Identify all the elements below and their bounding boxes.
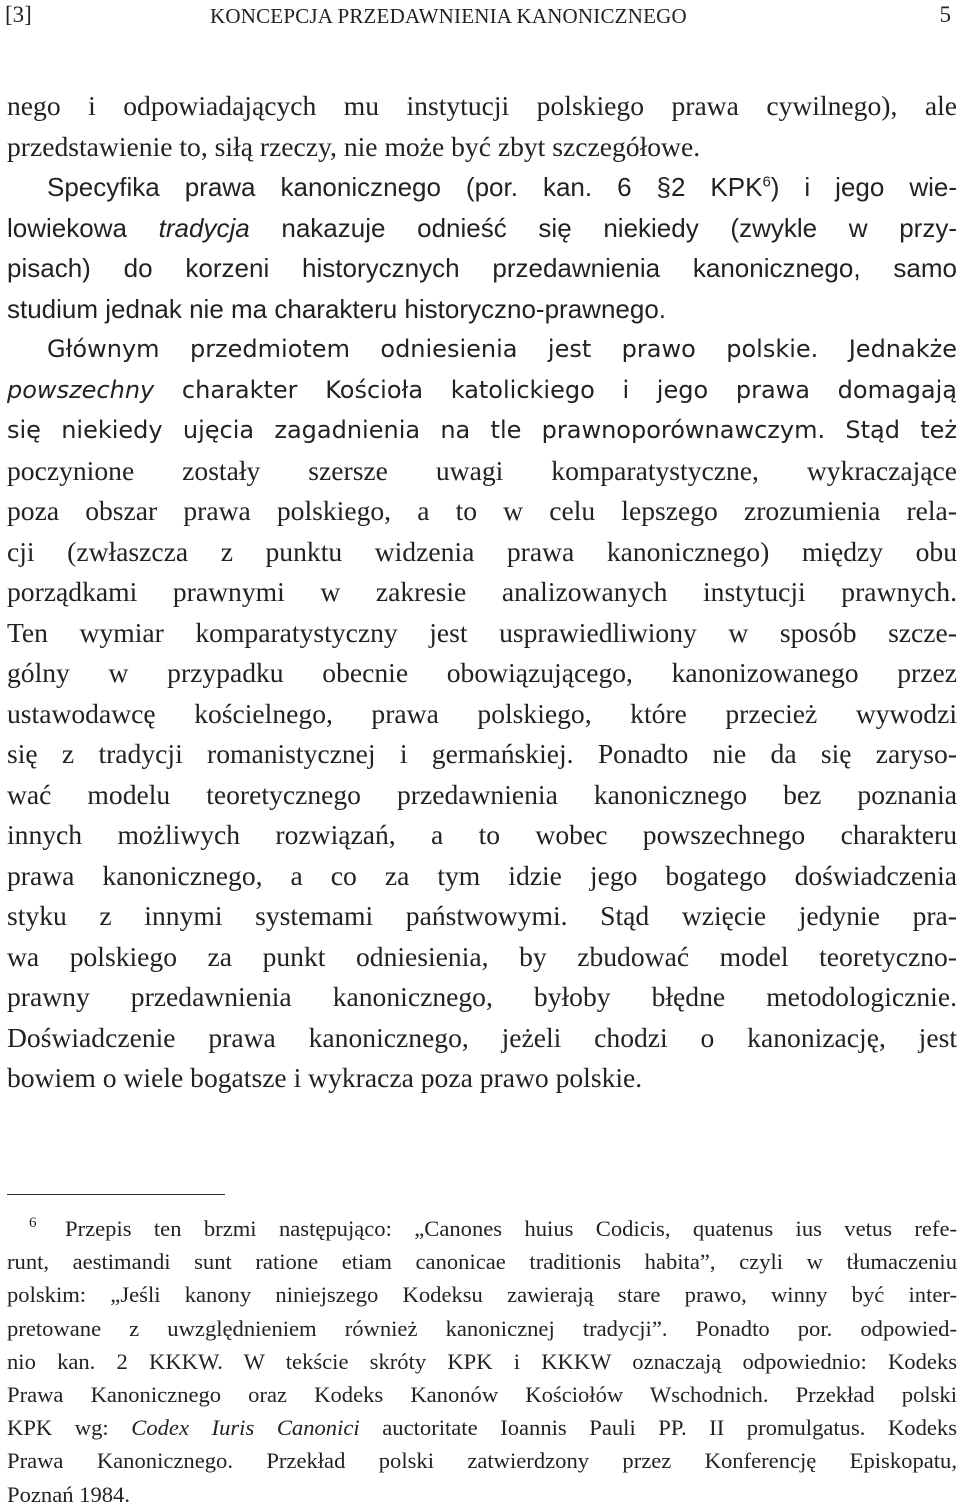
text-line: poczynione zostały szersze uwagi komparatystyczne, wykraczające <box>7 454 957 486</box>
text-line: nego i odpowiadających mu instytucji polskiego prawa cywilnego), ale <box>7 90 957 121</box>
footnote-line <box>7 1212 957 1245</box>
footnote-line: polskim: „Jeśli kanony niniejszego Kodeksu zawierają stare prawo, winny być inter- <box>7 1282 957 1308</box>
body-text <box>7 86 957 1099</box>
text-line: ustawodawcę kościelnego, prawa polskiego, które przecież wywodzi <box>7 697 957 729</box>
text-span: charakter Kościoła katolickiego i jego prawa domagają <box>154 375 957 404</box>
text-line: studium jednak nie ma charakteru historyczno-prawnego. <box>7 293 667 324</box>
footnote-ref[interactable]: 6 <box>762 173 771 191</box>
footnote-line: Poznań 1984. <box>7 1481 130 1507</box>
footnote-line: Prawa Kanonicznego. Przekład polski zatwierdzony przez Konferencję Episkopatu, <box>7 1448 957 1474</box>
text-span: Przepis ten brzmi następująco: „Canones huius Codicis, quatenus ius vetus refe- <box>65 1216 957 1241</box>
text-line: Głównym przedmiotem odniesienia jest prawo polskie. Jednakże <box>47 335 957 363</box>
text-line: prawa kanonicznego, a co za tym idzie jego bogatego doświadczenia <box>7 859 957 891</box>
text-line: przedstawienie to, siłą rzeczy, nie może być zbyt szczegółowe. <box>7 130 701 162</box>
text-line: pisach) do korzeni historycznych przedawnienia kanonicznego, samo <box>7 253 957 283</box>
text-line: innych możliwych rozwiązań, a to wobec powszechnego charakteru <box>7 819 957 850</box>
footnote <box>7 1212 957 1511</box>
text-line: bowiem o wiele bogatsze i wykracza poza prawo polskie. <box>7 1062 643 1093</box>
text-line: Ten wymiar komparatystyczny jest usprawiedliwiony w sposób szcze- <box>7 616 957 648</box>
text-line: się niekiedy ujęcia zagadnienia na tle prawnoporównawczym. Stąd też <box>7 416 957 444</box>
text-line <box>7 167 957 208</box>
footnote-line <box>7 1411 957 1444</box>
text-line: się z tradycji romanistycznej i germańskiej. Ponadto nie da się zaryso- <box>7 738 957 769</box>
text-line: Doświadczenie prawa kanonicznego, jeżeli chodzi o kanonizację, jest <box>7 1021 957 1053</box>
page-number: 5 <box>939 2 951 27</box>
footnote-number: 6 <box>29 1215 37 1231</box>
text-line: wać modelu teoretycznego przedawnienia kanonicznego bez poznania <box>7 778 957 810</box>
text-line <box>7 370 957 411</box>
text-line: prawny przedawnienia kanonicznego, byłoby błędne metodologicznie. <box>7 981 957 1012</box>
section-number: [3] <box>5 2 32 27</box>
text-line: cji (zwłaszcza z punktu widzenia prawa kanonicznego) między obu <box>7 535 957 567</box>
text-span: Specyfika prawa kanonicznego (por. kan. 6 §2 KPK <box>47 172 763 202</box>
footnote-separator <box>7 1194 225 1195</box>
footnote-line: nio kan. 2 KKKW. W tekście skróty KPK i KKKW oznaczają odpowiednio: Kodeks <box>7 1348 957 1374</box>
text-line: poza obszar prawa polskiego, a to w celu lepszego zrozumienia rela- <box>7 495 957 526</box>
emphasis: Codex Iuris Canonici <box>131 1415 360 1441</box>
text-line: wa polskiego za punkt odniesienia, by zbudować model teoretyczno- <box>7 940 957 972</box>
footnote-line: runt, aestimandi sunt ratione etiam canonicae traditionis habita”, czyli w tłumaczeniu <box>7 1249 957 1275</box>
footnote-line: pretowane z uwzględnieniem również kanonicznej tradycji”. Ponadto por. odpowied- <box>7 1315 957 1341</box>
footnote-line: Prawa Kanonicznego oraz Kodeks Kanonów Kościołów Wschodnich. Przekład polski <box>7 1381 957 1407</box>
running-header <box>5 0 955 36</box>
text-span: nakazuje odnieść się niekiedy (zwykle w przy- <box>249 212 957 243</box>
text-span: KPK wg: <box>7 1415 132 1441</box>
emphasis: tradycja <box>158 212 250 243</box>
text-line: styku z innymi systemami państwowymi. Stąd wzięcie jedynie pra- <box>7 900 957 931</box>
text-span: lowiekowa <box>7 212 159 243</box>
running-title: KONCEPCJA PRZEDAWNIENIA KANONICZNEGO <box>210 4 687 28</box>
text-span: auctoritate Ioannis Pauli PP. II promulgatus. Kodeks <box>359 1415 958 1441</box>
text-line: porządkami prawnymi w zakresie analizowanych instytucji prawnych. <box>7 576 957 607</box>
text-line <box>7 208 957 249</box>
text-line: gólny w przypadku obecnie obowiązującego, kanonizowanego przez <box>7 657 957 688</box>
text-span: ) i jego wie- <box>770 172 957 202</box>
emphasis: powszechny <box>7 375 155 404</box>
